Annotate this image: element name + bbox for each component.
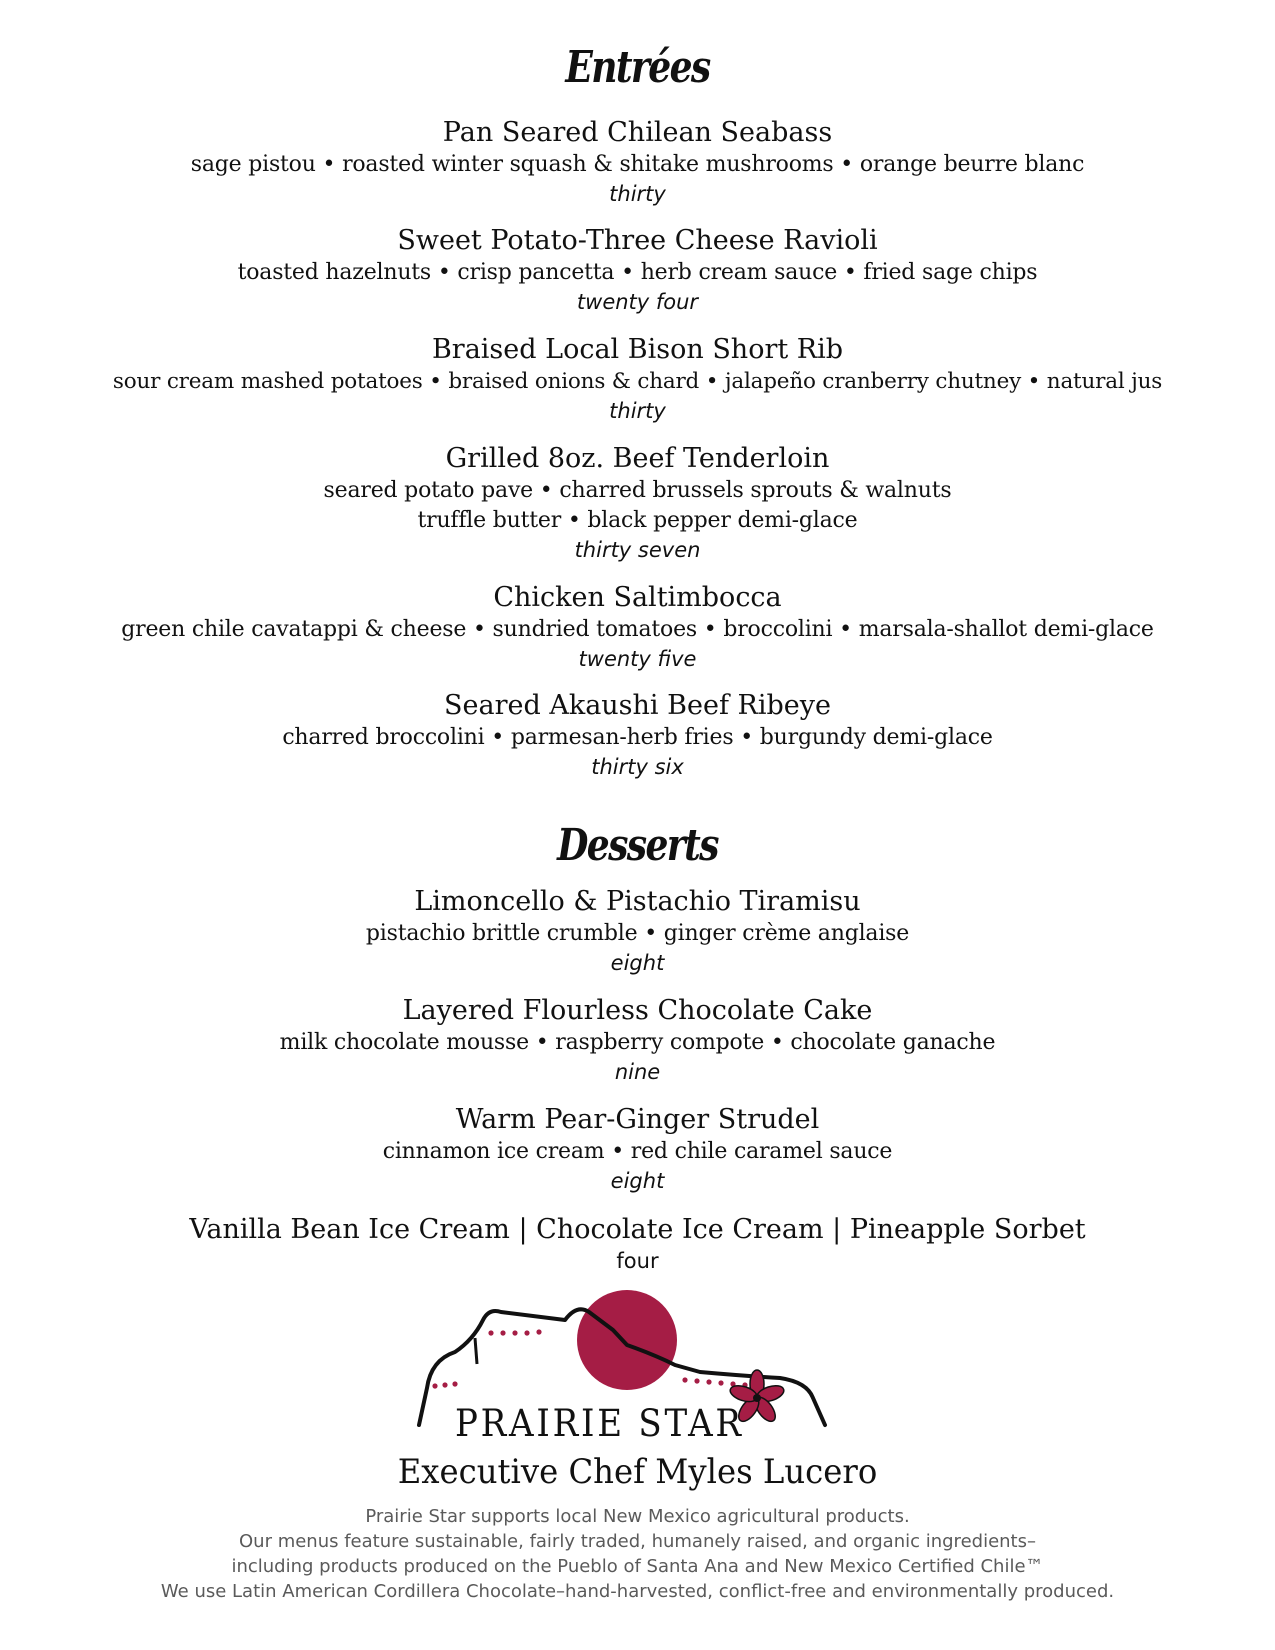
- footer-line: Prairie Star supports local New Mexico agricultural products.: [365, 1506, 910, 1527]
- item-description-line-2: truffle butter • black pepper demi-glace: [417, 508, 858, 533]
- item-description: cinnamon ice cream • red chile caramel sauce: [382, 1139, 893, 1164]
- desserts-heading: Desserts: [557, 820, 718, 871]
- item-name: Vanilla Bean Ice Cream | Chocolate Ice Cream | Pineapple Sorbet: [189, 1214, 1086, 1245]
- menu-item: [0, 1213, 1275, 1275]
- item-price: twenty five: [578, 647, 697, 671]
- mesa-inner-line: [475, 1338, 477, 1364]
- item-description: toasted hazelnuts • crisp pancetta • herb cream sauce • fried sage chips: [237, 260, 1038, 285]
- footer-note: [0, 1504, 1275, 1604]
- item-name: Warm Pear-Ginger Strudel: [455, 1104, 820, 1135]
- menu-item: [0, 442, 1275, 564]
- item-description: charred broccolini • parmesan-herb fries • burgundy demi-glace: [282, 725, 993, 750]
- item-price: four: [616, 1249, 659, 1273]
- item-name: Grilled 8oz. Beef Tenderloin: [445, 443, 830, 474]
- item-description: milk chocolate mousse • raspberry compote • chocolate ganache: [279, 1030, 996, 1055]
- item-name: Seared Akaushi Beef Ribeye: [444, 690, 831, 721]
- item-name: Chicken Saltimbocca: [493, 582, 782, 613]
- item-price: thirty: [609, 182, 666, 206]
- item-price: nine: [614, 1060, 661, 1084]
- item-price: twenty four: [576, 290, 699, 314]
- item-name: Sweet Potato-Three Cheese Ravioli: [397, 225, 878, 256]
- menu-item: [0, 224, 1275, 316]
- item-description: sour cream mashed potatoes • braised onions & chard • jalapeño cranberry chutney • natural jus: [112, 369, 1163, 394]
- item-price: thirty six: [591, 755, 684, 779]
- item-description: sage pistou • roasted winter squash & shitake mushrooms • orange beurre blanc: [190, 152, 1085, 177]
- item-name: Limoncello & Pistachio Tiramisu: [414, 886, 861, 917]
- sun-icon: [577, 1290, 677, 1390]
- item-price: eight: [610, 1169, 665, 1193]
- menu-item: [0, 994, 1275, 1086]
- item-price: thirty seven: [574, 538, 701, 562]
- menu-item: [0, 333, 1275, 425]
- item-description: seared potato pave • charred brussels sprouts & walnuts: [323, 478, 952, 503]
- menu-item: [0, 1103, 1275, 1195]
- footer-line: Our menus feature sustainable, fairly traded, humanely raised, and organic ingredients–: [239, 1531, 1036, 1552]
- item-name: Pan Seared Chilean Seabass: [442, 117, 833, 148]
- menu-item: [0, 116, 1275, 208]
- executive-chef: Executive Chef Myles Lucero: [397, 1452, 878, 1492]
- footer-line: We use Latin American Cordillera Chocolate–hand-harvested, conflict-free and environmentally produced.: [160, 1581, 1115, 1602]
- logo-text: PRAIRIE STAR: [455, 1402, 744, 1445]
- item-price: eight: [610, 951, 665, 975]
- footer-line: including products produced on the Pueblo of Santa Ana and New Mexico Certified Chile™: [231, 1556, 1044, 1577]
- item-description: pistachio brittle crumble • ginger crème anglaise: [365, 921, 910, 946]
- item-description: green chile cavatappi & cheese • sundried tomatoes • broccolini • marsala-shallot demi-glace: [121, 617, 1154, 642]
- item-name: Layered Flourless Chocolate Cake: [402, 995, 873, 1026]
- item-price: thirty: [609, 399, 666, 423]
- menu-item: [0, 689, 1275, 781]
- menu-item: [0, 581, 1275, 673]
- menu-item: [0, 885, 1275, 977]
- dot-row-left: [432, 1329, 541, 1388]
- item-name: Braised Local Bison Short Rib: [431, 334, 844, 365]
- entrees-heading: Entrées: [565, 42, 710, 93]
